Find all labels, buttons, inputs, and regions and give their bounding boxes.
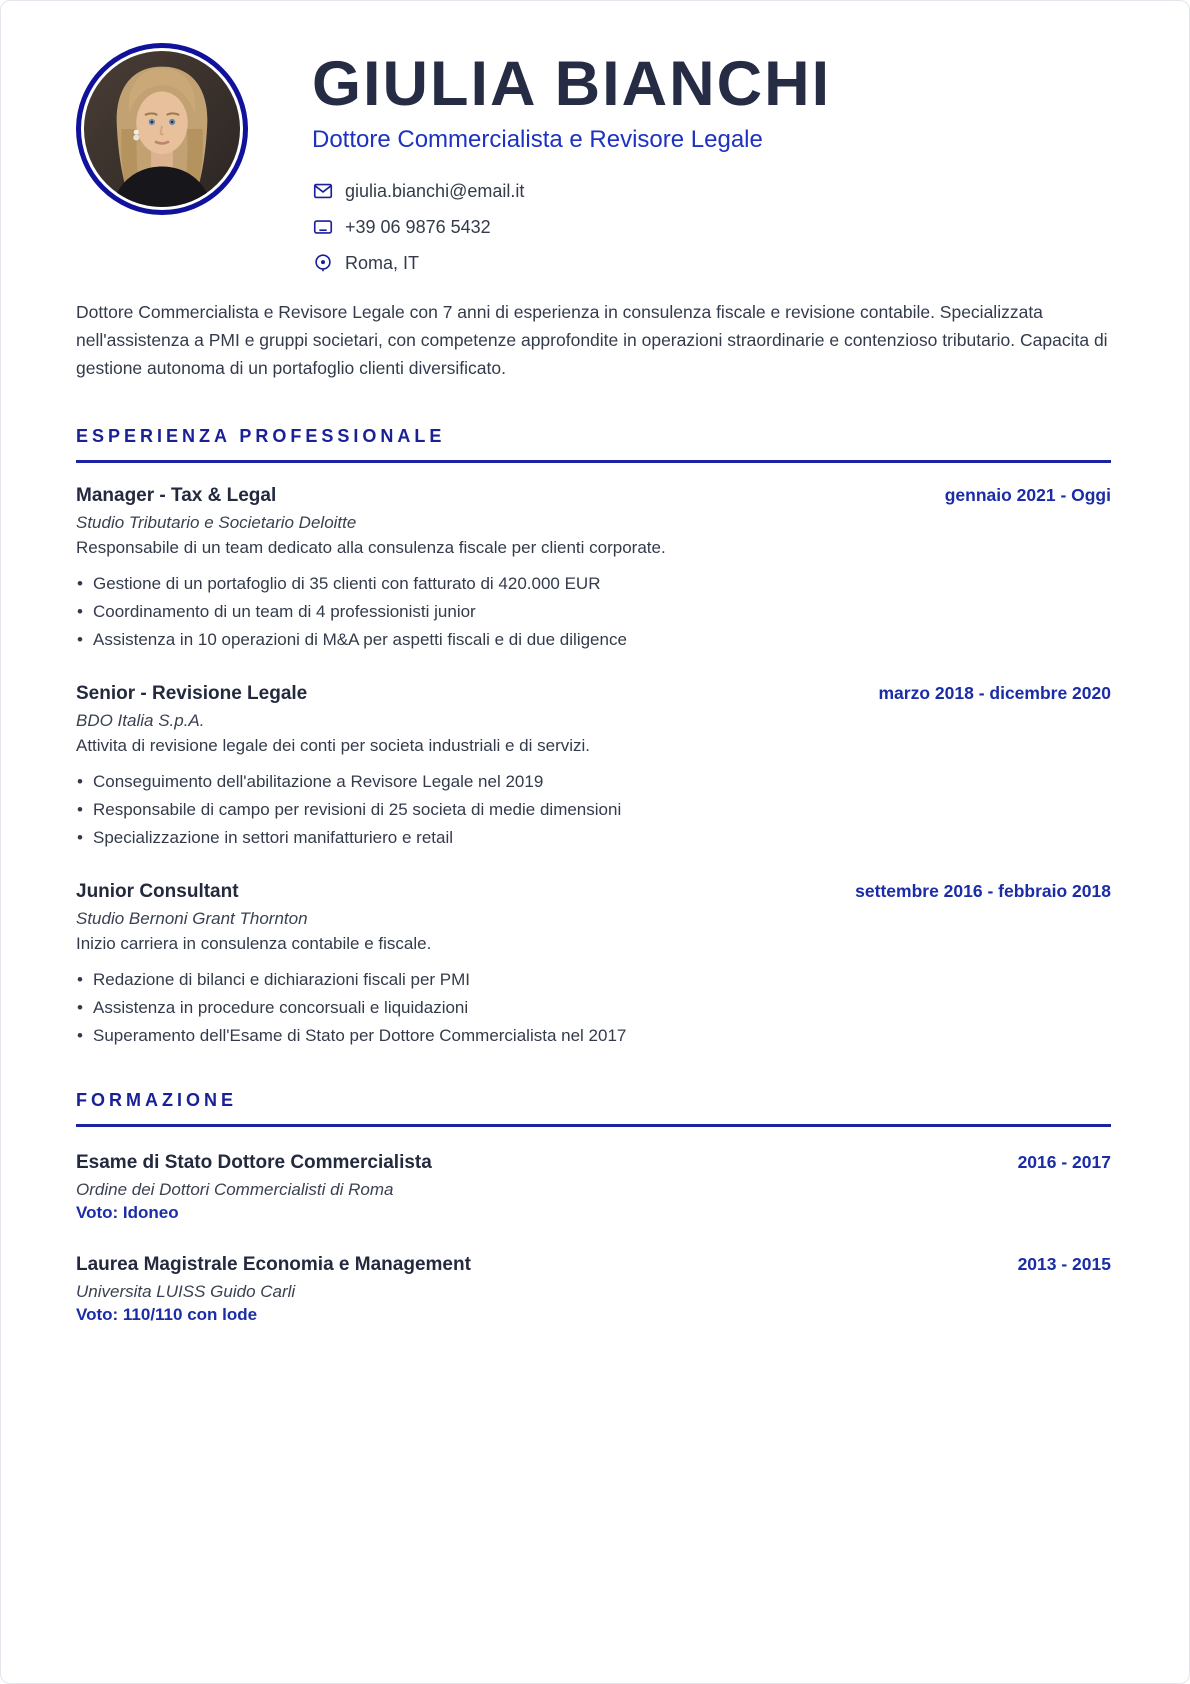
education-entry xyxy=(76,1254,1111,1325)
job-title: Senior - Revisione Legale xyxy=(76,683,308,704)
job-dates: marzo 2018 - dicembre 2020 xyxy=(878,683,1111,703)
job-bullet: • Specializzazione in settori manifatturiero e retail xyxy=(76,828,1111,848)
education-title: Laurea Magistrale Economia e Management xyxy=(76,1254,471,1275)
header-main xyxy=(312,41,831,288)
person-title: Dottore Commercialista e Revisore Legale xyxy=(312,126,763,153)
job-bullets xyxy=(76,970,1111,1046)
contact-email xyxy=(312,180,831,202)
contact-phone xyxy=(312,216,831,238)
location-text: Roma, IT xyxy=(345,252,420,273)
job-bullet: • Assistenza in 10 operazioni di M&A per aspetti fiscali e di due diligence xyxy=(76,630,1111,650)
section-heading-education: FORMAZIONE xyxy=(76,1090,1111,1127)
portrait-photo xyxy=(84,51,240,207)
job-dates: gennaio 2021 - Oggi xyxy=(944,485,1111,505)
education-dates: 2016 - 2017 xyxy=(1017,1152,1111,1172)
job-dates: settembre 2016 - febbraio 2018 xyxy=(855,881,1111,901)
education-institution: Universita LUISS Guido Carli xyxy=(76,1282,296,1301)
education-grade: Voto: 110/110 con lode xyxy=(76,1305,258,1324)
contact-location xyxy=(312,252,831,274)
job-bullet: • Gestione di un portafoglio di 35 clienti con fatturato di 420.000 EUR xyxy=(76,574,1111,594)
job-bullet: • Coordinamento di un team di 4 professionisti junior xyxy=(76,602,1111,622)
job-bullets xyxy=(76,574,1111,650)
person-name: GIULIA BIANCHI xyxy=(312,49,832,119)
job-entry xyxy=(76,485,1111,650)
job-entry xyxy=(76,683,1111,848)
job-bullet: • Redazione di bilanci e dichiarazioni fiscali per PMI xyxy=(76,970,1111,990)
job-bullet: • Conseguimento dell'abilitazione a Revisore Legale nel 2019 xyxy=(76,772,1111,792)
contact-list xyxy=(312,180,831,274)
job-company: BDO Italia S.p.A. xyxy=(76,711,205,730)
avatar xyxy=(76,43,248,215)
education-grade: Voto: Idoneo xyxy=(76,1203,179,1222)
phone-icon xyxy=(312,216,334,238)
job-bullet: • Superamento dell'Esame di Stato per Dottore Commercialista nel 2017 xyxy=(76,1026,1111,1046)
resume-header xyxy=(76,41,1111,288)
job-title: Junior Consultant xyxy=(76,881,239,902)
job-description: Inizio carriera in consulenza contabile e fiscale. xyxy=(76,934,432,953)
mail-icon xyxy=(312,180,334,202)
education-institution: Ordine dei Dottori Commercialisti di Roma xyxy=(76,1180,394,1199)
job-description: Attivita di revisione legale dei conti per societa industriali e di servizi. xyxy=(76,736,591,755)
job-entry xyxy=(76,881,1111,1046)
education-entry xyxy=(76,1152,1111,1223)
summary-paragraph: Dottore Commercialista e Revisore Legale con 7 anni di esperienza in consulenza fiscale e revisione contabile. Specializzata nell'assistenza a PMI e gruppi societari, con competenze approfondite in operazioni straordinarie e contenzioso tributario. Capacita di gestione autonoma di un portafoglio clienti diversificato. xyxy=(76,302,1108,378)
job-bullet: • Assistenza in procedure concorsuali e liquidazioni xyxy=(76,998,1111,1018)
job-bullet: • Responsabile di campo per revisioni di 25 societa di medie dimensioni xyxy=(76,800,1111,820)
job-description: Responsabile di un team dedicato alla consulenza fiscale per clienti corporate. xyxy=(76,538,666,557)
section-heading-experience: ESPERIENZA PROFESSIONALE xyxy=(76,426,1111,463)
job-bullets xyxy=(76,772,1111,848)
education-dates: 2013 - 2015 xyxy=(1017,1254,1111,1274)
email-text: giulia.bianchi@email.it xyxy=(345,180,525,201)
phone-text: +39 06 9876 5432 xyxy=(345,216,491,237)
job-title: Manager - Tax & Legal xyxy=(76,485,277,506)
job-company: Studio Bernoni Grant Thornton xyxy=(76,909,308,928)
education-title: Esame di Stato Dottore Commercialista xyxy=(76,1152,432,1173)
location-icon xyxy=(312,252,334,274)
job-company: Studio Tributario e Societario Deloitte xyxy=(76,513,357,532)
